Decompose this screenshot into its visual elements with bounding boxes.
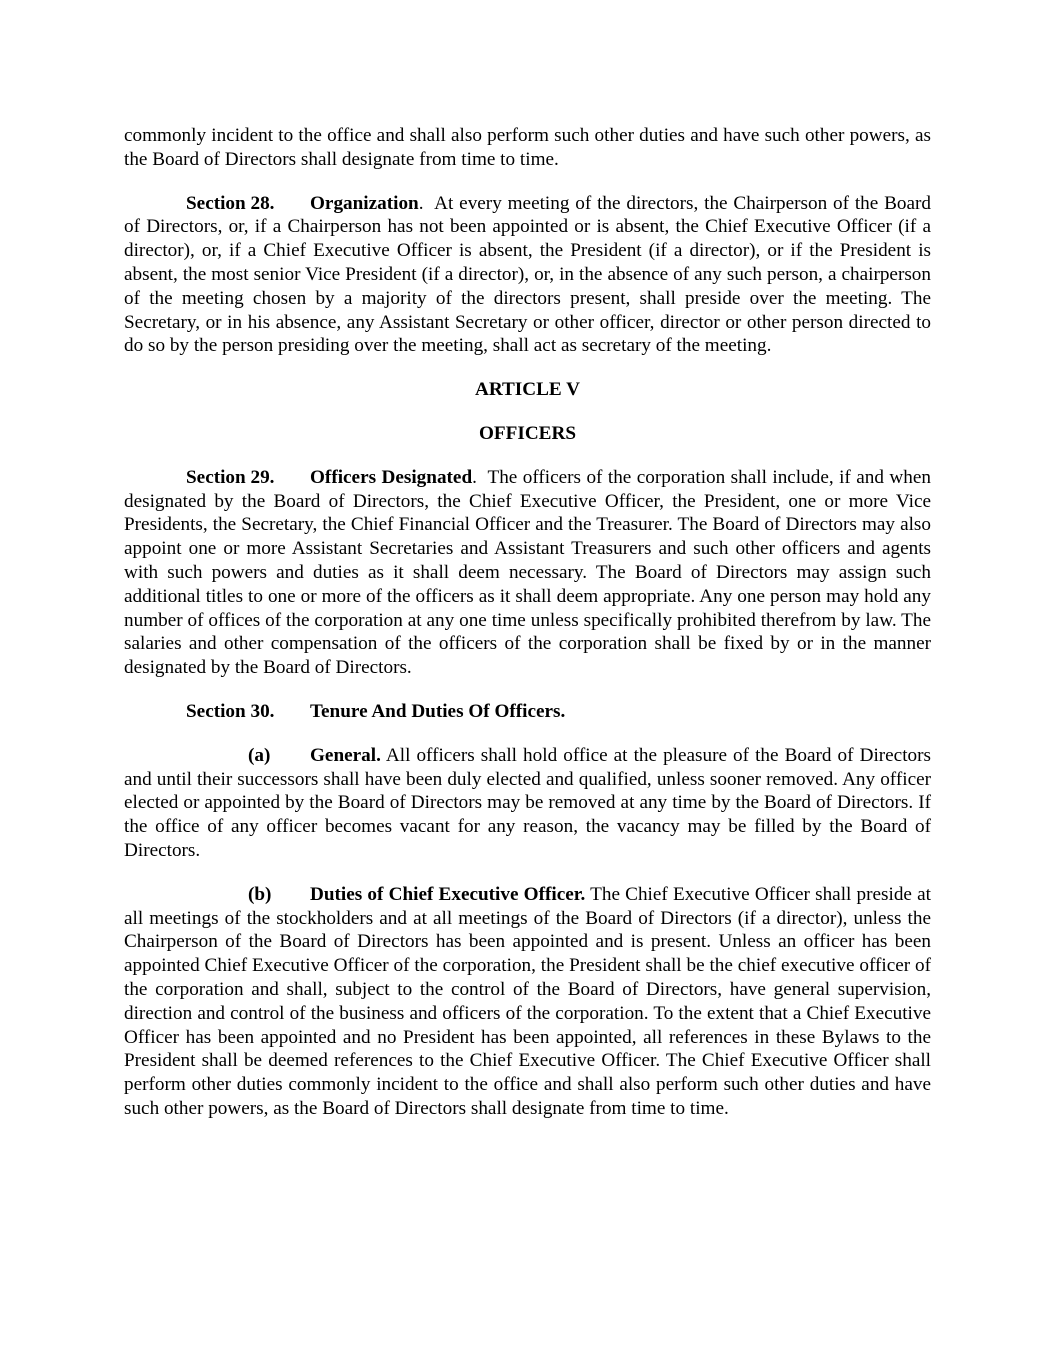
section-29-title-punct: .	[472, 466, 477, 488]
subsection-a-text: All officers shall hold office at the pleasure of the Board of Directors and until their successors shall have been duly elected and qualified, unless sooner removed. Any officer elected or appointed by the Board of Directors may be removed at any time by the Board of Directors. If the office of any officer becomes vacant for any reason, the vacancy may be filled by the Board of Directors.	[124, 744, 931, 861]
section-28-title: Organization	[310, 192, 419, 214]
section-30-label: Section 30.	[186, 700, 275, 722]
section-30-paragraph	[124, 700, 931, 724]
continuation-paragraph: commonly incident to the office and shall also perform such other duties and have such other powers, as the Board of Directors shall designate from time to time.	[124, 125, 931, 170]
section-29-label: Section 29.	[186, 466, 275, 488]
section-28-label: Section 28.	[186, 192, 275, 214]
subsection-a-title: General.	[310, 744, 381, 766]
section-29-paragraph	[124, 466, 931, 680]
section-28-title-punct: .	[418, 192, 424, 214]
subsection-b-title: Duties of Chief Executive Officer.	[310, 883, 586, 905]
section-28-paragraph	[124, 192, 931, 359]
subsection-a-label: (a)	[248, 744, 271, 766]
section-28-text: At every meeting of the directors, the Chairperson of the Board of Directors, or, if a Chairperson has not been appointed or is absent, the Chief Executive Officer (if a director), or, if a Chief Executive Officer is absent, the President (if a director), or if the President is absent, the most senior Vice President (if a director), or, in the absence of any such person, a chairperson of the meeting chosen by a majority of the directors present, shall preside over the meeting. The Secretary, or in his absence, any Assistant Secretary or other officer, director or other person directed to do so by the person presiding over the meeting, shall act as secretary of the meeting.	[124, 192, 931, 357]
article-title: OFFICERS	[478, 422, 576, 444]
section-30-title: Tenure And Duties Of Officers.	[310, 700, 566, 722]
subsection-a-paragraph	[124, 744, 931, 863]
article-heading: ARTICLE V	[474, 379, 581, 401]
subsection-b-paragraph	[124, 883, 931, 1121]
subsection-b-label: (b)	[248, 883, 272, 905]
document-page	[124, 124, 931, 1141]
section-29-title: Officers Designated	[310, 466, 473, 488]
section-29-text: The officers of the corporation shall include, if and when designated by the Board of Directors, the Chief Executive Officer, the President, one or more Vice Presidents, the Secretary, the Chief Financial Officer and the Treasurer. The Board of Directors may also appoint one or more Assistant Secretaries and Assistant Treasurers and such other officers and agents with such powers and duties as it shall deem necessary. The Board of Directors may assign such additional titles to one or more of the officers as it shall deem appropriate. Any one person may hold any number of offices of the corporation at any one time unless specifically prohibited therefrom by law. The salaries and other compensation of the officers of the corporation shall be fixed by or in the manner designated by the Board of Directors.	[124, 466, 931, 679]
subsection-b-text: The Chief Executive Officer shall preside at all meetings of the stockholders and at all meetings of the Board of Directors (if a director), unless the Chairperson of the Board of Directors has been appointed and is present. Unless an officer has been appointed Chief Executive Officer of the corporation, the President shall be the chief executive officer of the corporation and shall, subject to the control of the Board of Directors, have general supervision, direction and control of the business and officers of the corporation. To the extent that a Chief Executive Officer has been appointed and no President has been appointed, all references in these Bylaws to the President shall be deemed references to the Chief Executive Officer. The Chief Executive Officer shall perform other duties commonly incident to the office and shall also perform such other duties and have such other powers, as the Board of Directors shall designate from time to time.	[124, 883, 931, 1119]
